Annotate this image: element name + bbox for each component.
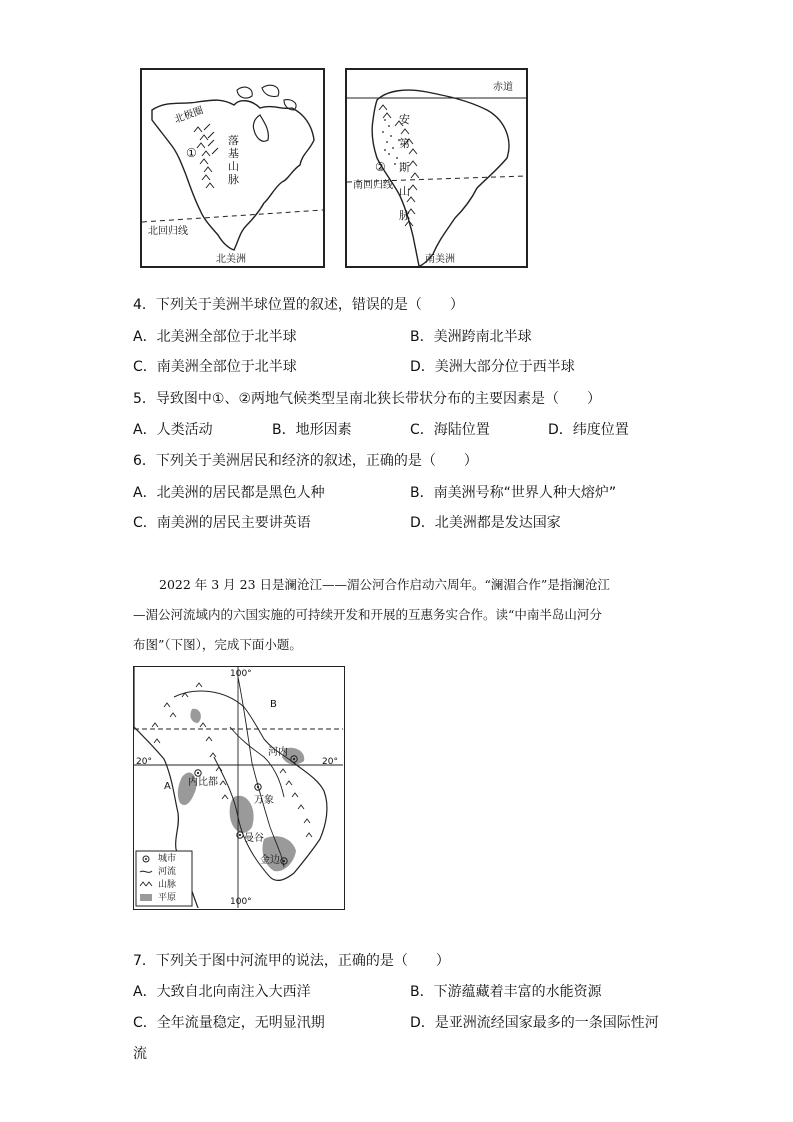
question-6-option-c[interactable]: C．南美洲的居民主要讲英语 — [133, 515, 311, 531]
indochina-map — [133, 666, 345, 910]
question-7-stem: 7．下列关于图中河流甲的说法，正确的是（ ） — [133, 953, 450, 969]
south-america-caption: 南美洲 — [425, 254, 455, 265]
city-hanoi: 河内 — [268, 747, 288, 758]
marker-2: ② — [375, 160, 386, 174]
question-6-option-a[interactable]: A．北美洲的居民都是黑色人种 — [133, 485, 325, 501]
city-vientiane: 万象 — [254, 795, 274, 806]
latitude-left-label: 20° — [136, 757, 152, 767]
city-phnom-penh: 金边 — [260, 855, 280, 866]
question-4-option-d[interactable]: D．美洲大部分位于西半球 — [410, 359, 575, 375]
legend-city: 城市 — [158, 854, 177, 864]
rocky-mountains-label: 落基山脉 — [228, 134, 239, 186]
question-6-option-d[interactable]: D．北美洲都是发达国家 — [410, 515, 561, 531]
north-america-caption: 北美洲 — [216, 254, 246, 265]
marker-1: ① — [186, 146, 197, 160]
question-4-option-a[interactable]: A．北美洲全部位于北半球 — [133, 329, 297, 345]
question-5-option-b[interactable]: B．地形因素 — [272, 422, 352, 438]
question-6-option-b[interactable]: B．南美洲号称“世界人种大熔炉” — [410, 485, 617, 501]
legend-mountain: 山脉 — [158, 880, 177, 890]
question-4-option-b[interactable]: B．美洲跨南北半球 — [410, 329, 532, 345]
south-america-map — [345, 68, 528, 268]
longitude-top-label: 100° — [230, 669, 252, 679]
label-a: A — [164, 781, 171, 792]
question-5-option-a[interactable]: A．人类活动 — [133, 422, 213, 438]
question-5-option-c[interactable]: C．海陆位置 — [410, 422, 490, 438]
question-7-option-d[interactable]: D．是亚洲流经国家最多的一条国际性河 — [410, 1015, 659, 1031]
longitude-bottom-label: 100° — [230, 897, 252, 907]
andes-mountains-label: 安第斯山脉 — [399, 113, 410, 222]
question-5-stem: 5．导致图中①、②两地气候类型呈南北狭长带状分布的主要因素是（ ） — [133, 391, 602, 407]
arctic-circle-label: 北极圈 — [173, 105, 205, 126]
tropic-of-cancer-label: 北回归线 — [148, 226, 188, 237]
question-4-option-c[interactable]: C．南美洲全部位于北半球 — [133, 359, 297, 375]
city-bangkok: 曼谷 — [244, 833, 264, 844]
question-5-option-d[interactable]: D．纬度位置 — [548, 422, 629, 438]
city-naypyidaw: 内比都 — [188, 777, 218, 788]
question-7-option-c[interactable]: C．全年流量稳定，无明显汛期 — [133, 1015, 325, 1031]
question-7-option-a[interactable]: A．大致自北向南注入大西洋 — [133, 984, 311, 1000]
latitude-right-label: 20° — [322, 757, 338, 767]
passage-line-2: —湄公河流域内的六国实施的可持续开发和开展的互惠务实合作。读“中南半岛山河分 — [133, 607, 602, 622]
reading-passage — [133, 576, 663, 666]
question-7-option-d-overflow: 流 — [133, 1046, 147, 1062]
legend-plain: 平原 — [158, 893, 177, 903]
south-america-outline — [347, 70, 526, 266]
question-7-option-b[interactable]: B．下游蕴藏着丰富的水能资源 — [410, 984, 602, 1000]
passage-line-1: 2022 年 3 月 23 日是澜沧江——湄公河合作启动六周年。“澜湄合作”是指澜沧江 — [159, 577, 610, 592]
equator-label: 赤道 — [493, 82, 513, 93]
legend-river: 河流 — [158, 867, 177, 877]
tropic-of-capricorn-label: 南回归线 — [353, 180, 393, 191]
question-4-stem: 4．下列关于美洲半球位置的叙述，错误的是（ ） — [133, 297, 464, 313]
label-b: B — [270, 699, 277, 710]
passage-line-3: 布图”（下图），完成下面小题。 — [133, 637, 302, 652]
north-america-map — [140, 68, 325, 268]
question-6-stem: 6．下列关于美洲居民和经济的叙述，正确的是（ ） — [133, 453, 478, 469]
